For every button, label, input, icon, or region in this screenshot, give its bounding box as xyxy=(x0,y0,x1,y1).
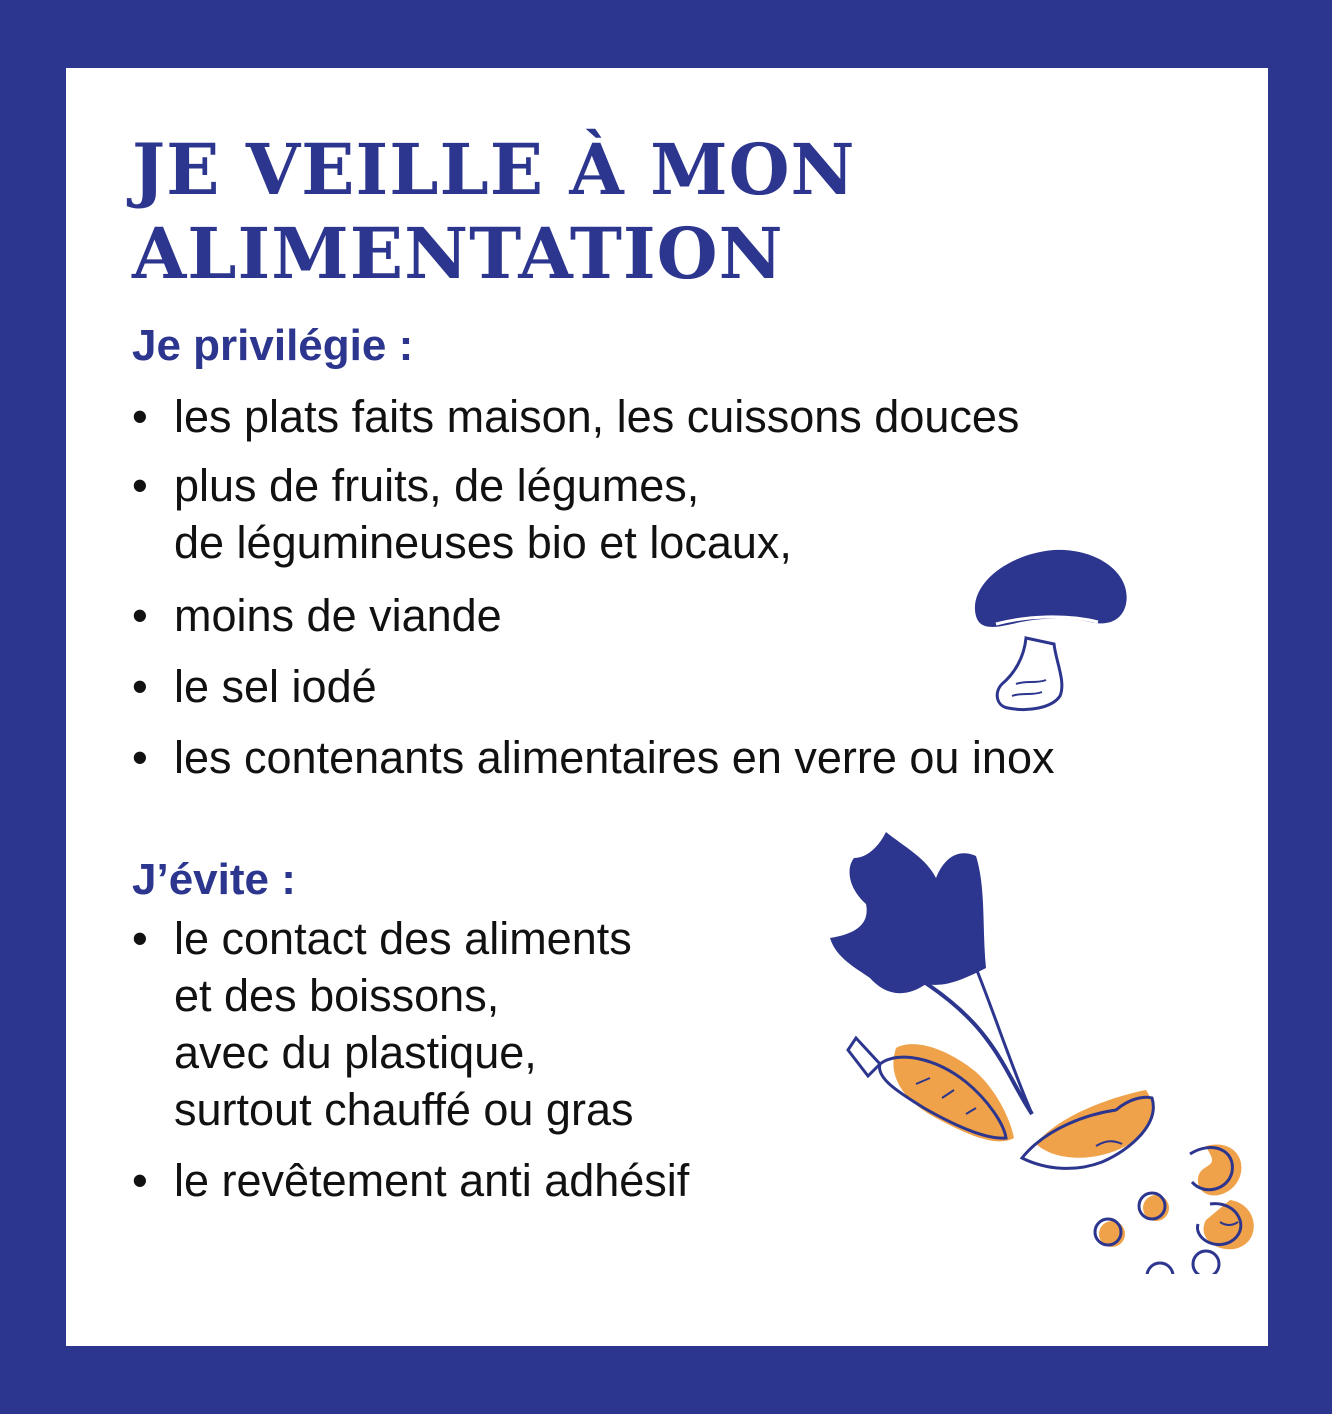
list-item xyxy=(132,587,1055,644)
bullet: • xyxy=(132,590,148,641)
prefer-heading: Je privilégie : xyxy=(132,321,414,370)
list-item-text: moins de viande xyxy=(174,590,502,641)
page-title xyxy=(132,128,856,296)
list-item-text: avec du plastique, xyxy=(174,1027,537,1078)
prefer-list xyxy=(132,388,1055,786)
list-item-text: le revêtement anti adhésif xyxy=(174,1155,690,1206)
list-item xyxy=(132,658,1055,715)
mushroom-icon xyxy=(966,546,1136,718)
title-line-2: ALIMENTATION xyxy=(132,212,784,295)
list-item-text: les plats faits maison, les cuissons douces xyxy=(174,391,1020,442)
bullet: • xyxy=(132,913,148,964)
list-item-text: plus de fruits, de légumes, xyxy=(174,460,700,511)
list-item-text: le contact des aliments xyxy=(174,913,632,964)
list-item-text: de légumineuses bio et locaux, xyxy=(174,517,792,568)
avoid-list xyxy=(132,910,689,1209)
bullet: • xyxy=(132,460,148,511)
list-item xyxy=(132,910,689,1138)
title-line-1: JE VEILLE À MON xyxy=(132,128,856,211)
list-item xyxy=(132,388,1055,445)
list-item-text: surtout chauffé ou gras xyxy=(174,1084,634,1135)
content-panel xyxy=(66,68,1268,1346)
list-item xyxy=(132,729,1055,786)
list-item xyxy=(132,1152,689,1209)
list-item xyxy=(132,457,1055,571)
list-item-text: et des boissons, xyxy=(174,970,500,1021)
list-item-text: le sel iodé xyxy=(174,661,377,712)
bullet: • xyxy=(132,1155,148,1206)
bullet: • xyxy=(132,732,148,783)
bullet: • xyxy=(132,391,148,442)
vegetables-icon xyxy=(826,828,1262,1274)
list-item-text: les contenants alimentaires en verre ou inox xyxy=(174,732,1055,783)
avoid-heading: J’évite : xyxy=(132,855,296,904)
bullet: • xyxy=(132,661,148,712)
